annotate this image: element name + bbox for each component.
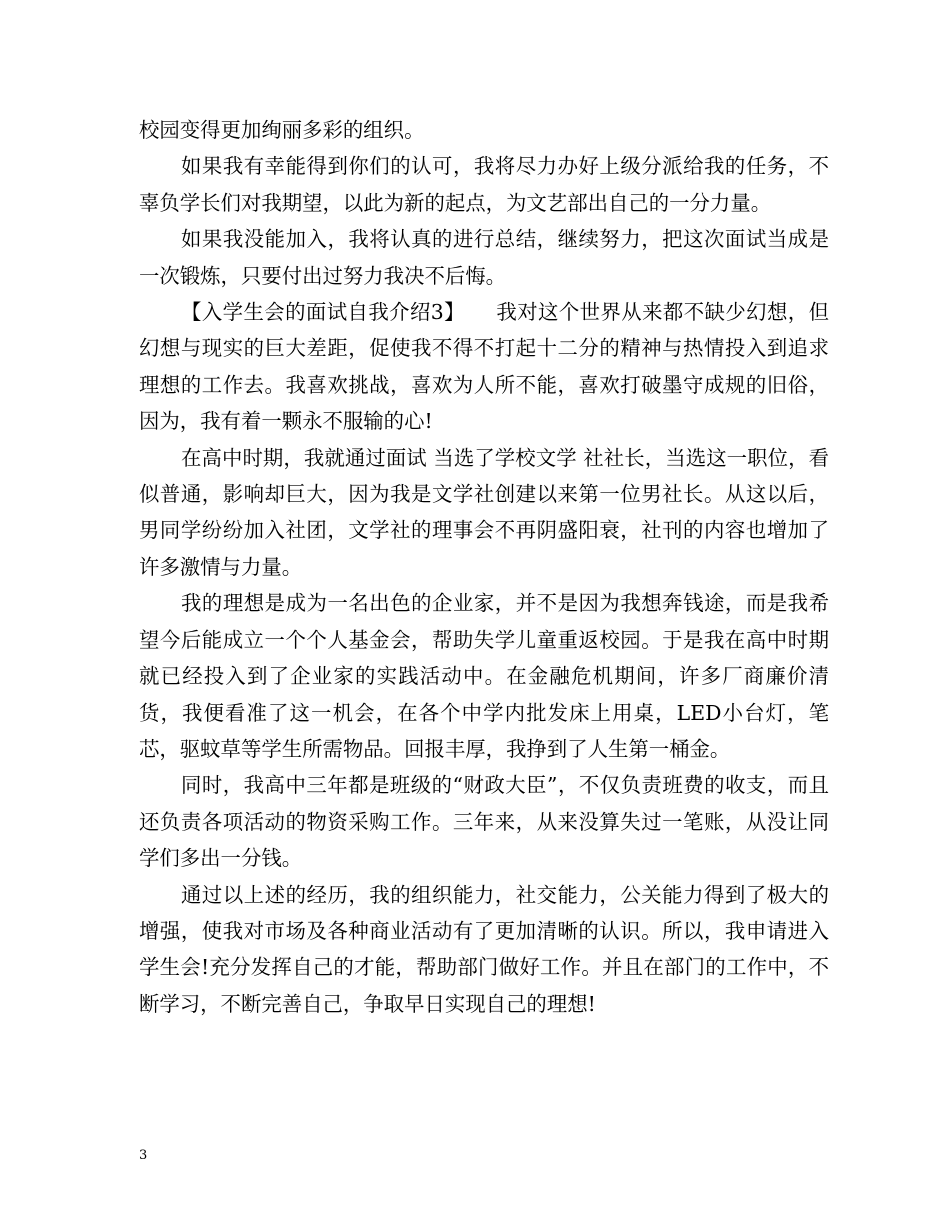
paragraph-1: 校园变得更加绚丽多彩的组织。 bbox=[139, 118, 425, 142]
paragraph-7: 同时，我高中三年都是班级的“财政大臣”，不仅负责班费的收支，而且还负责各项活动的物资采购工作。三年来，从来没算失过一笔账，从没让同学们多出一分钱。 bbox=[139, 773, 829, 871]
paragraph-8: 通过以上述的经历，我的组织能力，社交能力，公关能力得到了极大的增强，使我对市场及各种商业活动有了更加清晰的认识。所以，我申请进入学生会!充分发挥自己的才能，帮助部门做好工作。并且在部门的工作中，不断学习，不断完善自己，争取早日实现自己的理想! bbox=[139, 882, 829, 1016]
paragraph-5: 在高中时期，我就通过面试 当选了学校文学 社社长，当选这一职位，看似普通，影响却巨大，因为我是文学社创建以来第一位男社长。从这以后，男同学纷纷加入社团，文学社的理事会不再阴盛阳衰，社刊的内容也增加了许多激情与力量。 bbox=[139, 445, 829, 579]
paragraph-6: 我的理想是成为一名出色的企业家，并不是因为我想奔钱途，而是我希望今后能成立一个个人基金会，帮助失学儿童重返校园。于是我在高中时期就已经投入到了企业家的实践活动中。在金融危机期间，许多厂商廉价清货，我便看准了这一机会，在各个中学内批发床上用桌，LED小台灯，笔芯，驱蚊草等学生所需物品。回报丰厚，我挣到了人生第一桶金。 bbox=[139, 591, 829, 761]
paragraph-4: 【入学生会的面试自我介绍3】 我对这个世界从来都不缺少幻想，但幻想与现实的巨大差距，促使我不得不打起十二分的精神与热情投入到追求理想的工作去。我喜欢挑战，喜欢为人所不能，喜欢打破墨守成规的旧俗，因为，我有着一颗永不服输的心! bbox=[139, 300, 829, 434]
body-text bbox=[139, 112, 829, 1022]
paragraph-2: 如果我有幸能得到你们的认可，我将尽力办好上级分派给我的任务，不辜负学长们对我期望，以此为新的起点，为文艺部出自己的一分力量。 bbox=[139, 154, 829, 215]
paragraph-3: 如果我没能加入，我将认真的进行总结，继续努力，把这次面试当成是一次锻炼，只要付出过努力我决不后悔。 bbox=[139, 227, 829, 288]
page-number: 3 bbox=[139, 1148, 148, 1163]
